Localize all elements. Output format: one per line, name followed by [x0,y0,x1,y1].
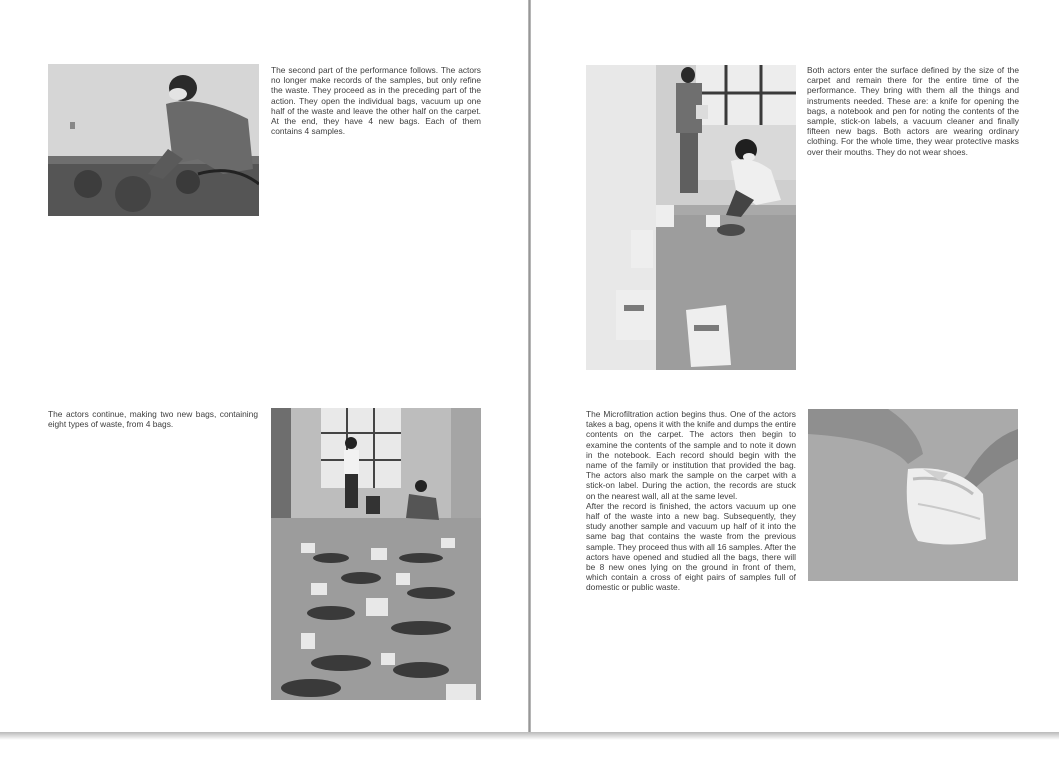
photo-hands-opening-bag [808,409,1018,581]
photo-actors-entering [586,65,796,370]
page-shadow [0,732,1059,740]
left-page [0,0,529,732]
left-bottom-paragraph: The actors continue, making two new bags, containing eight types of waste, from 4 bags. [48,409,258,430]
right-bottom-text-block [586,409,796,593]
right-bottom-paragraph-2: After the record is finished, the actors vacuum up one half of the waste into a new bag. Subsequently, they study another sample and vacuum up half of it into the same bag that contains the waste from the previous sample. They proceed thus with all 16 samples. After the actors have opened and studied all the bags, there will be 8 new ones lying on the ground in front of them, which contain a cross of eight pairs of samples full of domestic or public waste. [586,500,796,593]
photo-actor-vacuuming [48,64,259,216]
right-top-paragraph: Both actors enter the surface defined by the size of the carpet and remain there for the entire time of the performance. They bring with them all the things and instruments needed. These are: a knife for opening the bags, a notebook and pen for noting the contents of the sample, stick-on labels, a vacuum cleaner and finally fifteen new bags. Both actors are wearing ordinary clothing. For the whole time, they wear protective masks over their mouths. They do not wear shoes. [807,65,1019,157]
photo-room-samples [271,408,481,700]
left-top-paragraph: The second part of the performance follows. The actors no longer make records of the samples, but only refine the waste. They proceed as in the preceding part of the action. They open the individual bags, vacuum up one half of the waste and leave the other half on the carpet. At the end, they have 4 new bags. Each of them contains 4 samples. [271,65,481,137]
right-bottom-paragraph-1: The Microfiltration action begins thus. One of the actors takes a bag, opens it with the knife and dumps the entire contents on the carpet. The actors then begin to examine the contents of the sample and to note it down in the notebook. Each record should begin with the name of the family or institution that provided the bag. The actors also mark the sample on the carpet with a stick-on label. During the action, the records are stuck on the nearest wall, all at the same level. [586,409,796,501]
right-page [531,0,1059,732]
